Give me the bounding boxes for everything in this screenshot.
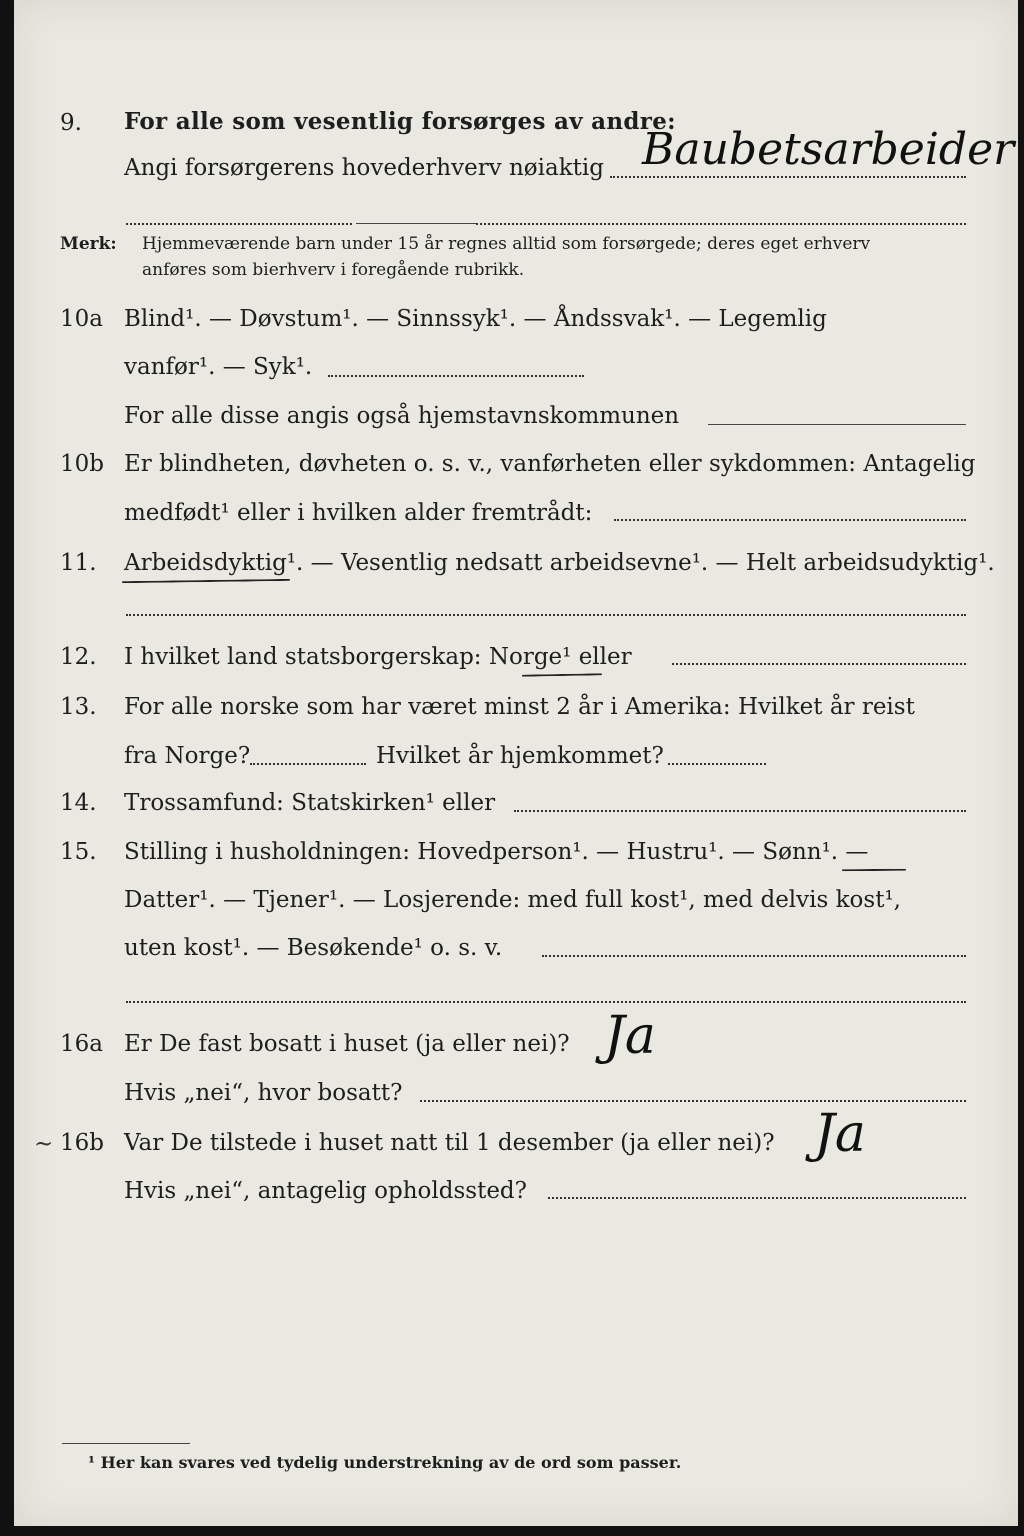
q10b-line1: Er blindheten, døvheten o. s. v., vanførheten eller sykdommen: Antagelig [124, 451, 976, 477]
q15-line3-fill [542, 955, 966, 957]
q9-line2: Angi forsørgerens hovederhverv nøiaktig [124, 155, 604, 181]
q11-extra-line [126, 614, 966, 616]
q13-line2a: fra Norge? [124, 743, 251, 769]
q9-extra-line-c [476, 223, 966, 225]
q16a-line2-fill [420, 1100, 966, 1102]
q13-line2b: Hvilket år hjemkommet? [376, 743, 664, 769]
q15-line1: Stilling i husholdningen: Hovedperson¹. — Hustru¹. — Sønn¹. — [124, 839, 869, 865]
q11-text: Arbeidsdyktig¹. — Vesentlig nedsatt arbeidsevne¹. — Helt arbeidsudyktig¹. [124, 550, 995, 576]
q10b-line2: medfødt¹ eller i hvilken alder fremtrådt: [124, 500, 593, 526]
q12-fill [672, 663, 966, 665]
q14-fill [514, 810, 966, 812]
merk-line2: anføres som bierhverv i foregående rubrikk. [142, 260, 525, 280]
q9-handwritten-answer: Baubetsarbeider [642, 124, 1015, 175]
q13-line2a-fill [250, 763, 366, 765]
q13-line1: For alle norske som har været minst 2 år i Amerika: Hvilket år reist [124, 694, 915, 720]
q16a-number: 16a [60, 1031, 103, 1057]
merk-line1: Hjemmeværende barn under 15 år regnes alltid som forsørgede; deres eget erhverv [142, 234, 871, 254]
q10a-number: 10a [60, 306, 103, 332]
q13-line2b-fill [668, 763, 766, 765]
q16b-line2-fill [548, 1197, 966, 1199]
q15-line3: uten kost¹. — Besøkende¹ o. s. v. [124, 935, 503, 961]
merk-label: Merk: [60, 234, 117, 254]
q9-extra-line-a [126, 223, 352, 225]
q15-line2: Datter¹. — Tjener¹. — Losjerende: med full kost¹, med delvis kost¹, [124, 887, 901, 913]
q15-underline-sonn [842, 869, 906, 872]
q16b-margin-tick: ~ [34, 1131, 54, 1157]
q9-line1: For alle som vesentlig forsørges av andre: [124, 108, 676, 135]
q9-answer-line [610, 176, 966, 178]
footnote: ¹ Her kan svares ved tydelig understrekning av de ord som passer. [88, 1453, 682, 1472]
q10a-line1: Blind¹. — Døvstum¹. — Sinnssyk¹. — Åndssvak¹. — Legemlig [124, 306, 827, 332]
q10a-line2-fill [328, 375, 584, 377]
q12-underline-norge [522, 673, 602, 676]
q10b-line2-fill [614, 519, 966, 521]
q10a-line3-fill [708, 424, 966, 425]
q16a-line1: Er De fast bosatt i huset (ja eller nei)? [124, 1031, 570, 1057]
q12-number: 12. [60, 644, 97, 670]
q16b-number: 16b [60, 1130, 104, 1156]
q10b-number: 10b [60, 451, 104, 477]
q14-number: 14. [60, 790, 97, 816]
q15-number: 15. [60, 839, 97, 865]
q11-underline-arbeidsdyktig [122, 579, 290, 583]
q16a-line2: Hvis „nei“, hvor bosatt? [124, 1080, 403, 1106]
q16b-line2: Hvis „nei“, antagelig opholdssted? [124, 1178, 527, 1204]
census-form-page [14, 0, 1018, 1526]
q16b-handwritten-answer: Ja [814, 1104, 866, 1164]
footnote-rule [62, 1443, 190, 1444]
q12-text: I hvilket land statsborgerskap: Norge¹ eller [124, 644, 632, 670]
q14-text: Trossamfund: Statskirken¹ eller [124, 790, 496, 816]
q15-extra-line [126, 1001, 966, 1003]
q9-extra-line-b [356, 223, 476, 224]
q16a-handwritten-answer: Ja [604, 1006, 656, 1066]
q13-number: 13. [60, 694, 97, 720]
q10a-line2: vanfør¹. — Syk¹. [124, 354, 313, 380]
q10a-line3: For alle disse angis også hjemstavnskommunen [124, 403, 680, 429]
q11-number: 11. [60, 550, 97, 576]
q9-number: 9. [60, 110, 82, 136]
q16b-line1: Var De tilstede i huset natt til 1 desember (ja eller nei)? [124, 1130, 775, 1156]
